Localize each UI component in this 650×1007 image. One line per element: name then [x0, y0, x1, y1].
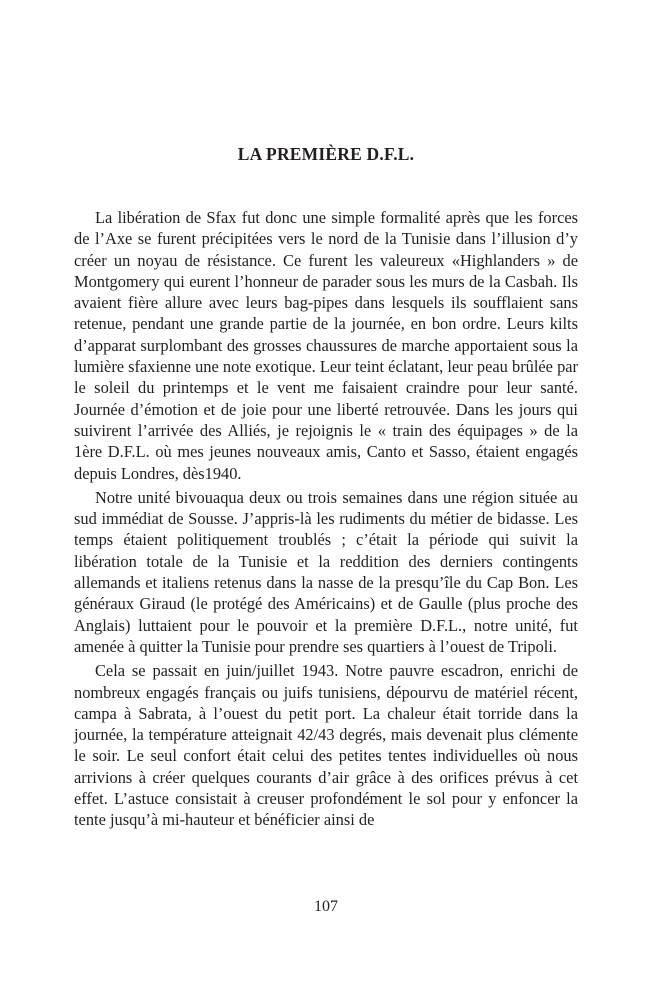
chapter-title: LA PREMIÈRE D.F.L. [237, 144, 415, 164]
paragraph: Cela se passait en juin/juillet 1943. Notre pauvre escadron, enrichi de nombreux engagés français ou juifs tunisiens, dépourvu de matériel récent, campa à Sabrata, à l’ouest du petit port. La chaleur était torride dans la journée, la température atteignait 42/43 degrés, mais devenait plus clémente le soir. Le seul confort était celui des petites tentes individuelles où nous arrivions à créer quelques courants d’air grâce à des orifices prévus à cet effet. L’astuce consistait à creuser profondément le sol pour y enfoncer la tente jusqu’à mi-hauteur et bénéficier ainsi de [74, 661, 578, 830]
paragraph: Notre unité bivouaqua deux ou trois semaines dans une région située au sud immédiat de Sousse. J’appris-là les rudiments du métier de bidasse. Les temps étaient politiquement troublés ; c’était la période qui suivit la libération totale de la Tunisie et la reddition des derniers contingents allemands et italiens retenus dans la nasse de la presqu’île du Cap Bon. Les généraux Giraud (le protégé des Américains) et de Gaulle (plus proche des Anglais) luttaient pour le pouvoir et la première D.F.L., notre unité, fut amenée à quitter la Tunisie pour prendre ses quartiers à l’ouest de Tripoli. [74, 487, 578, 656]
body-text [74, 207, 578, 834]
paragraph: La libération de Sfax fut donc une simple formalité après que les forces de l’Axe se furent précipitées vers le nord de la Tunisie dans l’illusion d’y créer un noyau de résistance. Ce furent les valeureux «Highlanders » de Montgomery qui eurent l’honneur de parader sous les murs de la Casbah. Ils avaient fière allure avec leurs bag-pipes dans lesquels ils soufflaient sans retenue, pendant une grande partie de la journée, en bon ordre. Leurs kilts d’apparat surplombant des grosses chaussures de marche apportaient sous la lumière sfaxienne une note exotique. Leur teint éclatant, leur peau brûlée par le soleil du printemps et le vent me faisaient craindre pour leur santé. Journée d’émotion et de joie pour une liberté retrouvée. Dans les jours qui suivirent l’arrivée des Alliés, je rejoignis le « train des équipages » de la 1ère D.F.L. où mes jeunes nouveaux amis, Canto et Sasso, étaient engagés depuis Londres, dès1940. [74, 208, 578, 483]
page-number: 107 [314, 898, 338, 915]
